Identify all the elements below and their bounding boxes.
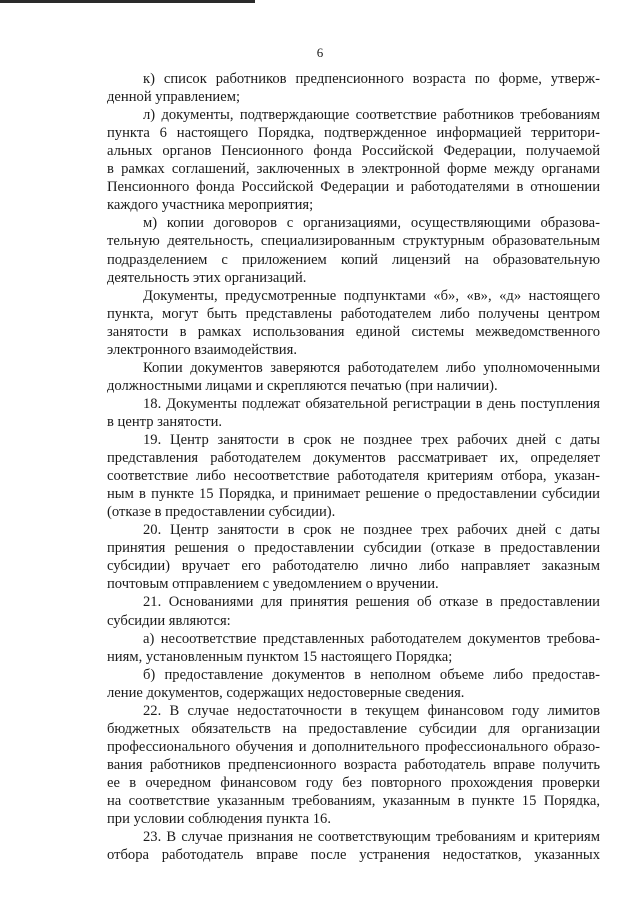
text-line: подразделением с приложением копий лицензий на образовательную: [107, 251, 600, 268]
text-line: бюджетных обязательств на предоставление субсидии для организации: [107, 720, 600, 737]
text-line: в центр занятости.: [107, 413, 223, 430]
text-line: а) несоответствие представленных работодателем документов требова-: [143, 630, 600, 647]
text-line: профессионального обучения и дополнительного профессионального образо-: [107, 738, 600, 755]
text-line: каждого участника мероприятия;: [107, 197, 314, 214]
text-line: альных органов Пенсионного фонда Российской Федерации, получаемой: [107, 143, 600, 160]
text-line: деятельность этих организаций.: [107, 269, 307, 286]
text-line: в рамках соглашений, заключенных в электронной форме между органами: [107, 161, 600, 178]
text-line: 18. Документы подлежат обязательной регистрации в день поступления: [143, 395, 600, 412]
text-line: к) список работников предпенсионного возраста по форме, утверж-: [143, 71, 600, 87]
text-line: ным в пункте 15 Порядка, и принимает решение о предоставлении субсидии: [107, 486, 600, 503]
text-line: пункта, могут быть представлены работодателем либо получены центром: [107, 305, 600, 322]
text-line: почтовым отправлением с уведомлением о вручении.: [107, 576, 439, 593]
text-line: субсидии) вручает его работодателю лично либо направляет заказным: [107, 558, 600, 575]
text-line: на соответствие указанным требованиям, указанным в пункте 15 Порядка,: [107, 793, 600, 809]
text-line: занятости в рамках использования единой системы межведомственного: [107, 323, 600, 340]
text-line: 22. В случае недостаточности в текущем финансовом году лимитов: [143, 702, 600, 719]
text-line: денной управлением;: [107, 89, 241, 106]
text-line: соответствие либо несоответствие работодателя критериям отбора, указан-: [107, 468, 600, 485]
text-line: Копии документов заверяются работодателем либо уполномоченными: [143, 359, 600, 376]
text-line: 23. В случае признания не соответствующим требованиям и критериям: [143, 829, 600, 846]
text-line: тельную деятельность, специализированным структурным образовательным: [107, 233, 600, 250]
text-line: субсидии являются:: [107, 612, 231, 629]
text-line: Документы, предусмотренные подпунктами «б», «в», «д» настоящего: [143, 287, 600, 304]
text-line: представления работодателем документов рассматривает их, определяет: [107, 450, 600, 467]
text-line: б) предоставление документов в неполном объеме либо предостав-: [143, 666, 600, 683]
text-line: ление документов, содержащих недостоверные сведения.: [107, 684, 465, 701]
text-line: вания работников предпенсионного возраста работодатель вправе получить: [107, 756, 600, 773]
page-number: 6: [316, 45, 324, 60]
text-line: м) копии договоров с организациями, осуществляющими образова-: [143, 215, 600, 232]
text-line: (отказе в предоставлении субсидии).: [107, 504, 336, 521]
text-line: электронного взаимодействия.: [107, 341, 297, 358]
text-line: л) документы, подтверждающие соответствие работников требованиям: [143, 107, 600, 124]
text-line: 20. Центр занятости в срок не позднее трех рабочих дней с даты: [143, 522, 600, 539]
top-rule: [0, 0, 255, 3]
text-line: Пенсионного фонда Российской Федерации и работодателями в отношении: [107, 179, 600, 196]
text-line: ее в очередном финансовом году без повторного прохождения проверки: [107, 774, 600, 791]
text-line: 19. Центр занятости в срок не позднее трех рабочих дней с даты: [143, 432, 600, 448]
text-line: 21. Основаниями для принятия решения об отказе в предоставлении: [143, 594, 600, 611]
text-line: отбора работодатель вправе после устранения недостатков, указанных: [107, 847, 600, 864]
text-line: должностными лицами и скрепляются печатью (при наличии).: [107, 377, 498, 394]
text-line: ниям, установленным пунктом 15 настоящего Порядка;: [107, 648, 453, 665]
text-line: пункта 6 настоящего Порядка, подтвержденное информацией территори-: [107, 125, 600, 142]
text-line: принятия решения о предоставлении субсидии (отказе в предоставлении: [107, 540, 600, 557]
text-line: при условии соблюдения пункта 16.: [107, 811, 331, 828]
